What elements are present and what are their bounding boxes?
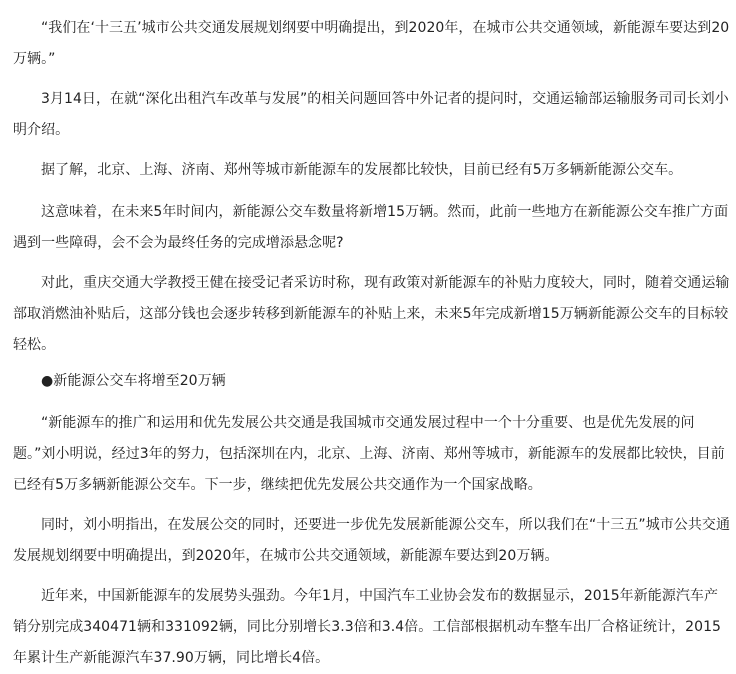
section-subheading: ●新能源公交车将增至20万辆 (41, 373, 226, 389)
article-paragraph: 3月14日，在就“深化出租汽车改革与发展”的相关问题回答中外记者的提问时，交通运输部运输服务司司长刘小明介绍。 (13, 91, 729, 138)
article-paragraph: 这意味着，在未来5年时间内，新能源公交车数量将新增15万辆。然而，此前一些地方在新能源公交车推广方面遇到一些障碍，会不会为最终任务的完成增添悬念呢? (13, 204, 729, 251)
article-paragraph: “我们在‘十三五’城市公共交通发展规划纲要中明确提出，到2020年，在城市公共交通领域，新能源车要达到20万辆。” (13, 20, 730, 67)
article-paragraph: 近年来，中国新能源车的发展势头强劲。今年1月，中国汽车工业协会发布的数据显示，2015年新能源汽车产销分别完成340471辆和331092辆，同比分别增长3.3倍和3.4倍。工信部根据机动车整车出厂合格证统计，2015年累计生产新能源汽车37.90万辆，同比增长4倍。 (13, 588, 721, 666)
article-paragraph: 据了解，北京、上海、济南、郑州等城市新能源车的发展都比较快，目前已经有5万多辆新能源公交车。 (41, 162, 683, 178)
article-paragraph: “新能源车的推广和运用和优先发展公共交通是我国城市交通发展过程中一个十分重要、也是优先发展的问题。”刘小明说，经过3年的努力，包括深圳在内，北京、上海、济南、郑州等城市，新能源车的发展都比较快，目前已经有5万多辆新能源公交车。下一步，继续把优先发展公共交通作为一个国家战略。 (13, 415, 725, 493)
article-paragraph: 同时，刘小明指出，在发展公交的同时，还要进一步优先发展新能源公交车，所以我们在“十三五”城市公共交通发展规划纲要中明确提出，到2020年，在城市公共交通领域，新能源车要达到20万辆。 (13, 517, 731, 564)
article-paragraph: 对此，重庆交通大学教授王健在接受记者采访时称，现有政策对新能源车的补贴力度较大，同时，随着交通运输部取消燃油补贴后，这部分钱也会逐步转移到新能源车的补贴上来，未来5年完成新增15万辆新能源公交车的目标较轻松。 (13, 275, 730, 353)
